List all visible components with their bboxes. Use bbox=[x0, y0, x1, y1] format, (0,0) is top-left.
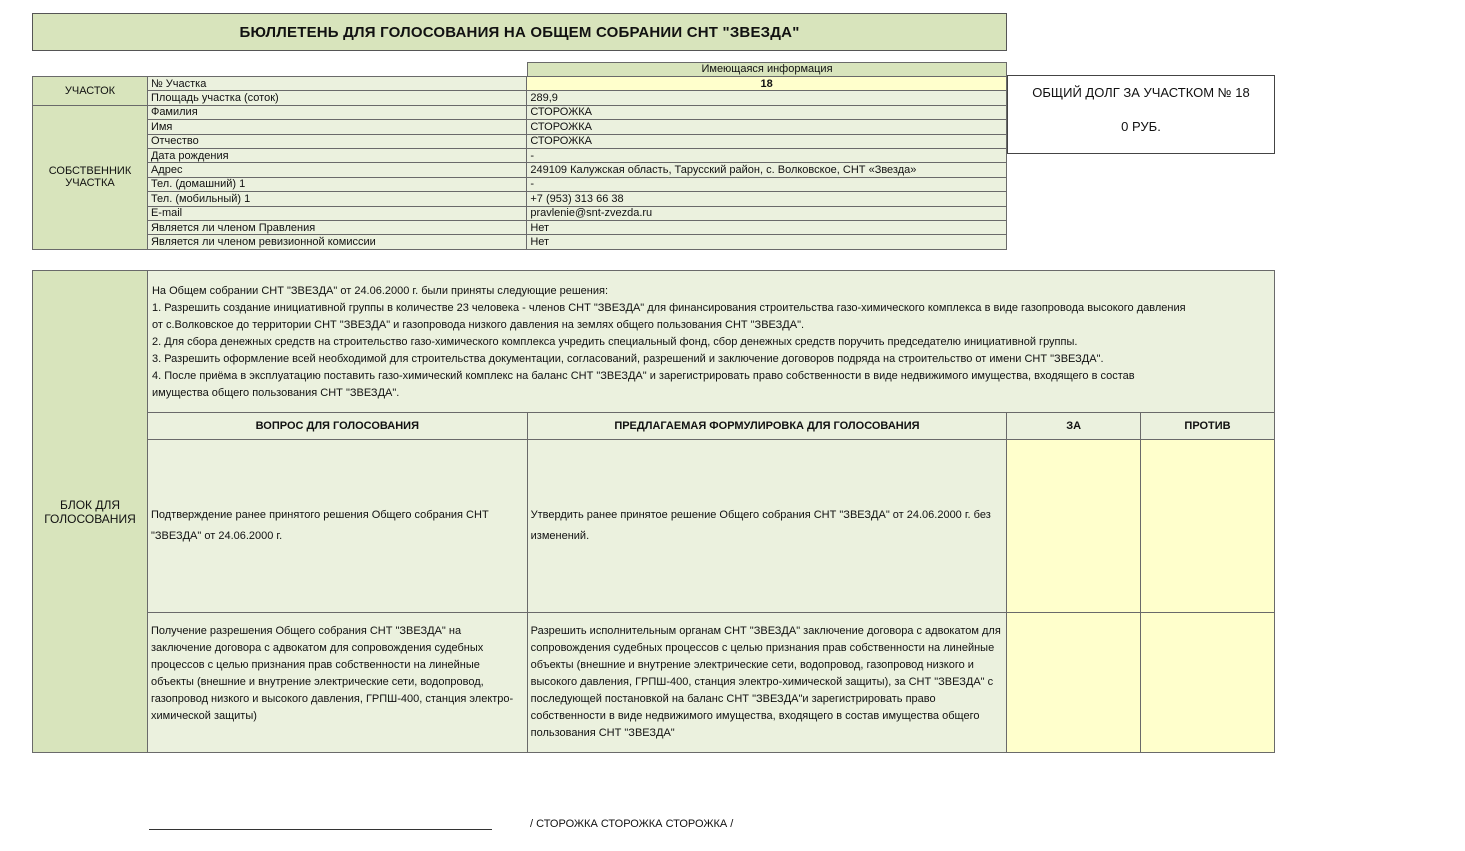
debt-amount: 0 РУБ. bbox=[1121, 119, 1161, 134]
decision-line: 1. Разрешить создание инициативной группы в количестве 23 человека - членов СНТ "ЗВЕЗДА" для финансирования строительства газо-химического комплекса в виде газопровода высокого давления bbox=[151, 302, 1186, 314]
row-label: Имя bbox=[147, 120, 526, 134]
debt-title: ОБЩИЙ ДОЛГ ЗА УЧАСТКОМ № 18 bbox=[1032, 85, 1250, 100]
row-value: - bbox=[527, 177, 1007, 191]
row-label: Отчество bbox=[147, 134, 526, 148]
formulation-text: Разрешить исполнительным органам СНТ "ЗВЕЗДА" заключение договора с адвокатом для сопровождения судебных процессов с целью признания прав собственности на линейные объекты (внешние и внутрение электрические сети, водопровод, газопровод низкого и высокого давления, ГРПШ-400, станция электро-химической защиты), за СНТ "ЗВЕЗДА" с последующей постановкой на баланс СНТ "ЗВЕЗДА"и зарегистрировать право собственности в виде недвижимого имущества, входящего в состав имущества общего пользования СНТ "ЗВЕЗДА" bbox=[527, 613, 1007, 753]
decision-line: 4. После приёма в эксплуатацию поставить газо-химический комплекс на баланс СНТ "ЗВЕЗДА" и зарегистрировать право собственности в виде недвижимого имущества, входящего в состав bbox=[151, 370, 1135, 382]
question-column-header: ВОПРОС ДЛЯ ГОЛОСОВАНИЯ bbox=[147, 413, 527, 440]
row-value: pravlenie@snt-zvezda.ru bbox=[527, 206, 1007, 220]
row-label: Является ли членом Правления bbox=[147, 220, 526, 234]
row-value: +7 (953) 313 66 38 bbox=[527, 192, 1007, 206]
row-value: 289,9 bbox=[527, 91, 1007, 105]
question-text: Получение разрешения Общего собрания СНТ "ЗВЕЗДА" на заключение договора с адвокатом для сопровождения судебных процессов с целью признания прав собственности на линейные объекты (внешние и внутрение электрические сети, водопровод, газопровод низкого и высокого давления, ГРПШ-400, станция электро-химической защиты) bbox=[147, 613, 527, 753]
row-value: Нет bbox=[527, 220, 1007, 234]
against-column-header: ПРОТИВ bbox=[1141, 413, 1275, 440]
vote-for-cell[interactable] bbox=[1007, 613, 1141, 753]
info-header: Имеющаяся информация bbox=[527, 62, 1007, 76]
row-label: E-mail bbox=[147, 206, 526, 220]
row-value: - bbox=[527, 148, 1007, 162]
question-text: Подтверждение ранее принятого решения Общего собрания СНТ "ЗВЕЗДА" от 24.06.2000 г. bbox=[147, 440, 527, 613]
plot-number-value: 18 bbox=[527, 77, 1007, 91]
formulation-column-header: ПРЕДЛАГАЕМАЯ ФОРМУЛИРОВКА ДЛЯ ГОЛОСОВАНИЯ bbox=[527, 413, 1007, 440]
row-label: Тел. (домашний) 1 bbox=[147, 177, 526, 191]
signature-name: / СТОРОЖКА СТОРОЖКА СТОРОЖКА / bbox=[530, 818, 734, 830]
decision-line: от с.Волковское до территории СНТ "ЗВЕЗДА" и газопровода низкого давления на землях общего пользования СНТ "ЗВЕЗДА". bbox=[151, 319, 805, 331]
for-column-header: ЗА bbox=[1007, 413, 1141, 440]
row-label: Является ли членом ревизионной комиссии bbox=[147, 235, 526, 249]
vote-against-cell[interactable] bbox=[1141, 440, 1275, 613]
signature-line[interactable] bbox=[149, 829, 492, 830]
row-label: № Участка bbox=[147, 77, 526, 91]
vote-for-cell[interactable] bbox=[1007, 440, 1141, 613]
row-value: СТОРОЖКА bbox=[527, 105, 1007, 119]
row-value: 249109 Калужская область, Тарусский район, с. Волковское, СНТ «Звезда» bbox=[527, 163, 1007, 177]
row-label: Площадь участка (соток) bbox=[147, 91, 526, 105]
formulation-text: Утвердить ранее принятое решение Общего собрания СНТ "ЗВЕЗДА" от 24.06.2000 г. без изменений. bbox=[527, 440, 1007, 613]
row-label: Дата рождения bbox=[147, 148, 526, 162]
row-value: СТОРОЖКА bbox=[527, 120, 1007, 134]
plot-label: УЧАСТОК bbox=[33, 77, 148, 106]
debt-box bbox=[1007, 75, 1275, 154]
row-label: Адрес bbox=[147, 163, 526, 177]
row-label: Тел. (мобильный) 1 bbox=[147, 192, 526, 206]
voting-table bbox=[32, 270, 1275, 753]
ballot-title: БЮЛЛЕТЕНЬ ДЛЯ ГОЛОСОВАНИЯ НА ОБЩЕМ СОБРАНИИ СНТ "ЗВЕЗДА" bbox=[32, 13, 1007, 51]
row-value: СТОРОЖКА bbox=[527, 134, 1007, 148]
owner-label: СОБСТВЕННИК УЧАСТКА bbox=[33, 105, 148, 249]
decision-line: 2. Для сбора денежных средств на строительство газо-химического комплекса учредить специальный фонд, сбор денежных средств поручить председателю инициативной группы. bbox=[151, 336, 1078, 348]
row-value: Нет bbox=[527, 235, 1007, 249]
vote-block-label: БЛОК ДЛЯ ГОЛОСОВАНИЯ bbox=[33, 271, 148, 753]
vote-against-cell[interactable] bbox=[1141, 613, 1275, 753]
decision-line: На Общем собрании СНТ "ЗВЕЗДА" от 24.06.2000 г. были приняты следующие решения: bbox=[151, 285, 609, 297]
decision-line: имущества общего пользования СНТ "ЗВЕЗДА". bbox=[151, 387, 400, 399]
row-label: Фамилия bbox=[147, 105, 526, 119]
decisions-text bbox=[147, 271, 1274, 413]
decision-line: 3. Разрешить оформление всей необходимой для строительства документации, согласований, разрешений и заключение договоров подряда на строительство от имени СНТ "ЗВЕЗДА". bbox=[151, 353, 1104, 365]
owner-info-table bbox=[32, 76, 1007, 250]
